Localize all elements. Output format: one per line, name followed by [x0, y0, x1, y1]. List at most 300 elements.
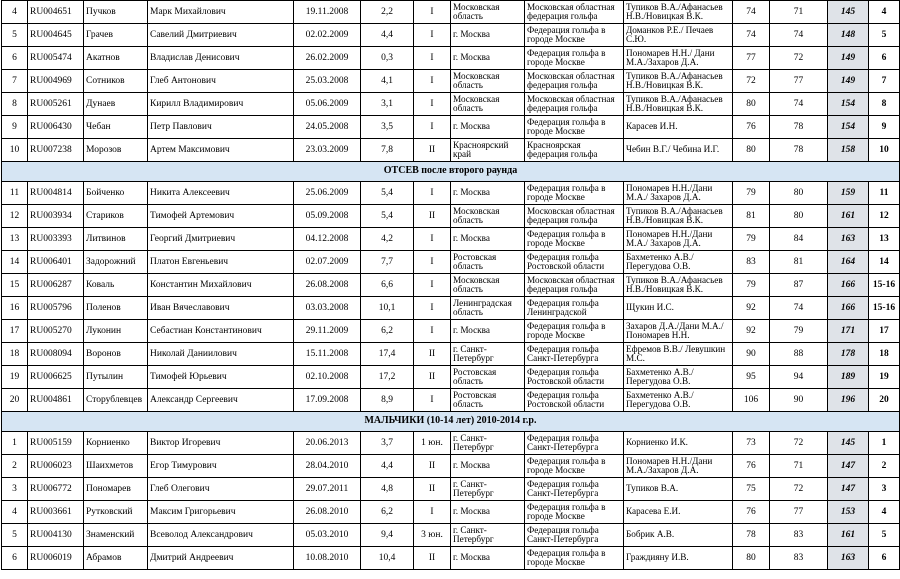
- region-cell: г. Москва: [451, 228, 525, 251]
- handicap-cell: 4,4: [361, 455, 414, 478]
- birth-date-cell: 23.03.2009: [294, 139, 361, 162]
- table-row: [2, 205, 900, 228]
- given-name-cell: Марк Михайлович: [148, 1, 294, 24]
- region-cell: Московская область: [451, 93, 525, 116]
- rank-cell: 14: [2, 251, 28, 274]
- handicap-cell: 6,2: [361, 320, 414, 343]
- place-cell: 18: [869, 343, 900, 366]
- total-cell: 149: [828, 47, 869, 70]
- category-cell: I: [414, 228, 451, 251]
- federation-cell: Федерация гольфа Ленинградской: [525, 297, 624, 320]
- category-cell: II: [414, 343, 451, 366]
- handicap-cell: 10,4: [361, 547, 414, 570]
- given-name-cell: Себастиан Константинович: [148, 320, 294, 343]
- handicap-cell: 6,2: [361, 501, 414, 524]
- place-cell: 2: [869, 455, 900, 478]
- surname-cell: Рутковский: [84, 501, 148, 524]
- round-1-cell: 73: [733, 432, 770, 455]
- handicap-cell: 2,2: [361, 1, 414, 24]
- given-name-cell: Егор Тимурович: [148, 455, 294, 478]
- round-1-cell: 75: [733, 478, 770, 501]
- handicap-cell: 8,9: [361, 389, 414, 412]
- federation-cell: Федерация гольфа в городе Москве: [525, 47, 624, 70]
- table-row: [2, 116, 900, 139]
- rank-cell: 4: [2, 1, 28, 24]
- round-1-cell: 79: [733, 274, 770, 297]
- federation-cell: Федерация гольфа в городе Москве: [525, 182, 624, 205]
- coach-cell: Тупиков В.А.: [624, 478, 733, 501]
- round-2-cell: 94: [770, 366, 828, 389]
- round-2-cell: 77: [770, 501, 828, 524]
- rank-cell: 15: [2, 274, 28, 297]
- category-cell: II: [414, 205, 451, 228]
- place-cell: 8: [869, 93, 900, 116]
- given-name-cell: Всеволод Александрович: [148, 524, 294, 547]
- total-cell: 161: [828, 205, 869, 228]
- table-row: [2, 228, 900, 251]
- rank-cell: 12: [2, 205, 28, 228]
- federation-cell: Федерация гольфа Санкт-Петербурга: [525, 432, 624, 455]
- category-cell: II: [414, 366, 451, 389]
- total-cell: 163: [828, 547, 869, 570]
- round-1-cell: 79: [733, 182, 770, 205]
- player-id-cell: RU005474: [28, 47, 84, 70]
- round-2-cell: 71: [770, 1, 828, 24]
- coach-cell: Тупиков В.А./Афанасьев Н.В./Новицкая В.К.: [624, 1, 733, 24]
- surname-cell: Бойченко: [84, 182, 148, 205]
- handicap-cell: 10,1: [361, 297, 414, 320]
- player-id-cell: RU004969: [28, 70, 84, 93]
- given-name-cell: Александр Сергеевич: [148, 389, 294, 412]
- surname-cell: Коваль: [84, 274, 148, 297]
- handicap-cell: 3,7: [361, 432, 414, 455]
- total-cell: 158: [828, 139, 869, 162]
- total-cell: 147: [828, 455, 869, 478]
- rank-cell: 7: [2, 70, 28, 93]
- category-cell: I: [414, 297, 451, 320]
- round-1-cell: 76: [733, 501, 770, 524]
- coach-cell: Тупиков В.А./Афанасьев Н.В./Новицкая В.К.: [624, 70, 733, 93]
- player-id-cell: RU003934: [28, 205, 84, 228]
- category-cell: I: [414, 116, 451, 139]
- region-cell: Московская область: [451, 274, 525, 297]
- surname-cell: Литвинов: [84, 228, 148, 251]
- coach-cell: Пономарев Н.Н./Дани М.А./ Захаров Д.А.: [624, 228, 733, 251]
- handicap-cell: 4,2: [361, 228, 414, 251]
- handicap-cell: 3,1: [361, 93, 414, 116]
- place-cell: 19: [869, 366, 900, 389]
- round-1-cell: 80: [733, 93, 770, 116]
- category-cell: I: [414, 47, 451, 70]
- rank-cell: 11: [2, 182, 28, 205]
- table-row: [2, 24, 900, 47]
- handicap-cell: 4,1: [361, 70, 414, 93]
- place-cell: 6: [869, 547, 900, 570]
- surname-cell: Пономарев: [84, 478, 148, 501]
- category-cell: I: [414, 320, 451, 343]
- category-cell: I: [414, 70, 451, 93]
- region-cell: г. Санкт-Петербург: [451, 343, 525, 366]
- total-cell: 164: [828, 251, 869, 274]
- coach-cell: Тупиков В.А./Афанасьев Н.В./Новицкая В.К.: [624, 205, 733, 228]
- player-id-cell: RU004645: [28, 24, 84, 47]
- region-cell: Московская область: [451, 205, 525, 228]
- region-cell: г. Санкт-Петербург: [451, 524, 525, 547]
- coach-cell: Корниенко И.К.: [624, 432, 733, 455]
- handicap-cell: 17,2: [361, 366, 414, 389]
- section-header: [2, 412, 900, 432]
- table-row: [2, 389, 900, 412]
- player-id-cell: RU004651: [28, 1, 84, 24]
- coach-cell: Пономарев Н.Н./Дани М.А./ Захаров Д.А.: [624, 182, 733, 205]
- category-cell: I: [414, 251, 451, 274]
- table-row: [2, 320, 900, 343]
- coach-cell: Бобрик А.В.: [624, 524, 733, 547]
- region-cell: г. Москва: [451, 24, 525, 47]
- results-body: [2, 1, 900, 570]
- federation-cell: Московская областная федерация гольфа: [525, 274, 624, 297]
- table-row: [2, 455, 900, 478]
- rank-cell: 3: [2, 478, 28, 501]
- given-name-cell: Петр Павлович: [148, 116, 294, 139]
- region-cell: г. Москва: [451, 116, 525, 139]
- round-2-cell: 72: [770, 47, 828, 70]
- region-cell: Красноярский край: [451, 139, 525, 162]
- handicap-cell: 17,4: [361, 343, 414, 366]
- birth-date-cell: 28.04.2010: [294, 455, 361, 478]
- table-row: [2, 297, 900, 320]
- federation-cell: Федерация гольфа в городе Москве: [525, 24, 624, 47]
- rank-cell: 5: [2, 24, 28, 47]
- rank-cell: 9: [2, 116, 28, 139]
- federation-cell: Федерация гольфа в городе Москве: [525, 501, 624, 524]
- round-1-cell: 81: [733, 205, 770, 228]
- region-cell: Ростовская область: [451, 366, 525, 389]
- total-cell: 145: [828, 1, 869, 24]
- table-row: [2, 47, 900, 70]
- coach-cell: Доманков Р.Е./ Печаев С.Ю.: [624, 24, 733, 47]
- given-name-cell: Константин Михайлович: [148, 274, 294, 297]
- player-id-cell: RU006430: [28, 116, 84, 139]
- round-2-cell: 71: [770, 455, 828, 478]
- place-cell: 11: [869, 182, 900, 205]
- region-cell: г. Москва: [451, 320, 525, 343]
- federation-cell: Федерация гольфа в городе Москве: [525, 116, 624, 139]
- category-cell: I: [414, 389, 451, 412]
- player-id-cell: RU006772: [28, 478, 84, 501]
- round-2-cell: 74: [770, 297, 828, 320]
- player-id-cell: RU004814: [28, 182, 84, 205]
- coach-cell: Ефремов В.В./ Левушкин М.С.: [624, 343, 733, 366]
- birth-date-cell: 19.11.2008: [294, 1, 361, 24]
- birth-date-cell: 20.06.2013: [294, 432, 361, 455]
- surname-cell: Луконин: [84, 320, 148, 343]
- table-row: [2, 70, 900, 93]
- surname-cell: Стариков: [84, 205, 148, 228]
- player-id-cell: RU004861: [28, 389, 84, 412]
- table-row: [2, 93, 900, 116]
- birth-date-cell: 03.03.2008: [294, 297, 361, 320]
- region-cell: г. Москва: [451, 501, 525, 524]
- federation-cell: Федерация гольфа в городе Москве: [525, 228, 624, 251]
- coach-cell: Бахметенко А.В./ Перегудова О.В.: [624, 366, 733, 389]
- player-id-cell: RU003393: [28, 228, 84, 251]
- category-cell: II: [414, 139, 451, 162]
- handicap-cell: 0,3: [361, 47, 414, 70]
- round-1-cell: 92: [733, 320, 770, 343]
- round-1-cell: 92: [733, 297, 770, 320]
- surname-cell: Путылин: [84, 366, 148, 389]
- total-cell: 166: [828, 297, 869, 320]
- given-name-cell: Глеб Олегович: [148, 478, 294, 501]
- player-id-cell: RU006625: [28, 366, 84, 389]
- table-row: [2, 432, 900, 455]
- category-cell: I: [414, 274, 451, 297]
- total-cell: 148: [828, 24, 869, 47]
- round-1-cell: 83: [733, 251, 770, 274]
- birth-date-cell: 05.06.2009: [294, 93, 361, 116]
- handicap-cell: 6,6: [361, 274, 414, 297]
- surname-cell: Задорожний: [84, 251, 148, 274]
- table-row: [2, 251, 900, 274]
- federation-cell: Федерация гольфа в городе Москве: [525, 547, 624, 570]
- round-2-cell: 74: [770, 24, 828, 47]
- total-cell: 178: [828, 343, 869, 366]
- rank-cell: 1: [2, 432, 28, 455]
- player-id-cell: RU005159: [28, 432, 84, 455]
- handicap-cell: 4,4: [361, 24, 414, 47]
- total-cell: 171: [828, 320, 869, 343]
- rank-cell: 16: [2, 297, 28, 320]
- birth-date-cell: 17.09.2008: [294, 389, 361, 412]
- round-1-cell: 76: [733, 455, 770, 478]
- place-cell: 10: [869, 139, 900, 162]
- given-name-cell: Кирилл Владимирович: [148, 93, 294, 116]
- given-name-cell: Тимофей Артемович: [148, 205, 294, 228]
- category-cell: I: [414, 24, 451, 47]
- surname-cell: Сторублевцев: [84, 389, 148, 412]
- table-row: [2, 366, 900, 389]
- handicap-cell: 5,4: [361, 205, 414, 228]
- given-name-cell: Савелий Дмитриевич: [148, 24, 294, 47]
- surname-cell: Грачев: [84, 24, 148, 47]
- player-id-cell: RU006287: [28, 274, 84, 297]
- coach-cell: Карасев И.Н.: [624, 116, 733, 139]
- federation-cell: Федерация гольфа Санкт-Петербурга: [525, 478, 624, 501]
- place-cell: 4: [869, 1, 900, 24]
- region-cell: г. Москва: [451, 182, 525, 205]
- category-cell: I: [414, 93, 451, 116]
- surname-cell: Чебан: [84, 116, 148, 139]
- region-cell: г. Москва: [451, 47, 525, 70]
- player-id-cell: RU005270: [28, 320, 84, 343]
- player-id-cell: RU006023: [28, 455, 84, 478]
- rank-cell: 19: [2, 366, 28, 389]
- player-id-cell: RU003661: [28, 501, 84, 524]
- total-cell: 196: [828, 389, 869, 412]
- region-cell: Ростовская область: [451, 389, 525, 412]
- place-cell: 7: [869, 70, 900, 93]
- coach-cell: Карасева Е.И.: [624, 501, 733, 524]
- federation-cell: Федерация гольфа в городе Москве: [525, 455, 624, 478]
- surname-cell: Абрамов: [84, 547, 148, 570]
- player-id-cell: RU007238: [28, 139, 84, 162]
- handicap-cell: 9,4: [361, 524, 414, 547]
- surname-cell: Пучков: [84, 1, 148, 24]
- category-cell: 1 юн.: [414, 432, 451, 455]
- federation-cell: Федерация гольфа Ростовской области: [525, 366, 624, 389]
- coach-cell: Щукин И.С.: [624, 297, 733, 320]
- player-id-cell: RU005796: [28, 297, 84, 320]
- birth-date-cell: 05.03.2010: [294, 524, 361, 547]
- birth-date-cell: 26.02.2009: [294, 47, 361, 70]
- handicap-cell: 4,8: [361, 478, 414, 501]
- rank-cell: 5: [2, 524, 28, 547]
- birth-date-cell: 26.08.2008: [294, 274, 361, 297]
- birth-date-cell: 25.06.2009: [294, 182, 361, 205]
- rank-cell: 6: [2, 547, 28, 570]
- place-cell: 20: [869, 389, 900, 412]
- coach-cell: Граждияну И.В.: [624, 547, 733, 570]
- federation-cell: Федерация гольфа в городе Москве: [525, 320, 624, 343]
- birth-date-cell: 26.08.2010: [294, 501, 361, 524]
- coach-cell: Бахметенко А.В./ Перегудова О.В.: [624, 251, 733, 274]
- place-cell: 15-16: [869, 297, 900, 320]
- handicap-cell: 5,4: [361, 182, 414, 205]
- given-name-cell: Виктор Игоревич: [148, 432, 294, 455]
- round-1-cell: 74: [733, 1, 770, 24]
- surname-cell: Поленов: [84, 297, 148, 320]
- round-2-cell: 78: [770, 116, 828, 139]
- table-row: [2, 343, 900, 366]
- round-2-cell: 83: [770, 524, 828, 547]
- player-id-cell: RU005261: [28, 93, 84, 116]
- category-cell: II: [414, 547, 451, 570]
- coach-cell: Пономарев Н.Н./ Дани М.А./Захаров Д.А.: [624, 47, 733, 70]
- surname-cell: Шаихметов: [84, 455, 148, 478]
- federation-cell: Московская областная федерация гольфа: [525, 70, 624, 93]
- region-cell: г. Санкт-Петербург: [451, 478, 525, 501]
- federation-cell: Московская областная федерация гольфа: [525, 205, 624, 228]
- round-1-cell: 80: [733, 139, 770, 162]
- table-row: [2, 478, 900, 501]
- place-cell: 13: [869, 228, 900, 251]
- rank-cell: 10: [2, 139, 28, 162]
- coach-cell: Бахметенко А.В./ Перегудова О.В.: [624, 389, 733, 412]
- place-cell: 6: [869, 47, 900, 70]
- handicap-cell: 3,5: [361, 116, 414, 139]
- player-id-cell: RU006019: [28, 547, 84, 570]
- round-1-cell: 106: [733, 389, 770, 412]
- total-cell: 163: [828, 228, 869, 251]
- round-1-cell: 77: [733, 47, 770, 70]
- total-cell: 189: [828, 366, 869, 389]
- given-name-cell: Владислав Денисович: [148, 47, 294, 70]
- given-name-cell: Платон Евгеньевич: [148, 251, 294, 274]
- round-1-cell: 74: [733, 24, 770, 47]
- place-cell: 4: [869, 501, 900, 524]
- round-2-cell: 79: [770, 320, 828, 343]
- rank-cell: 20: [2, 389, 28, 412]
- federation-cell: Федерация гольфа Ростовской области: [525, 389, 624, 412]
- surname-cell: Знаменский: [84, 524, 148, 547]
- federation-cell: Федерация гольфа Санкт-Петербурга: [525, 343, 624, 366]
- federation-cell: Московская областная федерация гольфа: [525, 93, 624, 116]
- round-1-cell: 72: [733, 70, 770, 93]
- total-cell: 153: [828, 501, 869, 524]
- given-name-cell: Никита Алексеевич: [148, 182, 294, 205]
- birth-date-cell: 29.07.2011: [294, 478, 361, 501]
- surname-cell: Дунаев: [84, 93, 148, 116]
- surname-cell: Акатнов: [84, 47, 148, 70]
- birth-date-cell: 02.02.2009: [294, 24, 361, 47]
- round-2-cell: 80: [770, 182, 828, 205]
- round-2-cell: 84: [770, 228, 828, 251]
- birth-date-cell: 05.09.2008: [294, 205, 361, 228]
- category-cell: I: [414, 182, 451, 205]
- place-cell: 3: [869, 478, 900, 501]
- federation-cell: Федерация гольфа Санкт-Петербурга: [525, 524, 624, 547]
- coach-cell: Захаров Д.А./Дани М.А./Пономарев Н.Н.: [624, 320, 733, 343]
- round-1-cell: 80: [733, 547, 770, 570]
- given-name-cell: Иван Вячеславович: [148, 297, 294, 320]
- section-title: ОТСЕВ после второго раунда: [2, 162, 900, 182]
- given-name-cell: Тимофей Юрьевич: [148, 366, 294, 389]
- round-1-cell: 95: [733, 366, 770, 389]
- given-name-cell: Глеб Антонович: [148, 70, 294, 93]
- round-2-cell: 74: [770, 93, 828, 116]
- round-1-cell: 79: [733, 228, 770, 251]
- round-2-cell: 80: [770, 205, 828, 228]
- place-cell: 5: [869, 524, 900, 547]
- region-cell: г. Москва: [451, 455, 525, 478]
- round-2-cell: 87: [770, 274, 828, 297]
- rank-cell: 6: [2, 47, 28, 70]
- round-2-cell: 72: [770, 478, 828, 501]
- total-cell: 154: [828, 116, 869, 139]
- place-cell: 1: [869, 432, 900, 455]
- category-cell: I: [414, 501, 451, 524]
- round-2-cell: 90: [770, 389, 828, 412]
- birth-date-cell: 04.12.2008: [294, 228, 361, 251]
- round-2-cell: 77: [770, 70, 828, 93]
- birth-date-cell: 25.03.2008: [294, 70, 361, 93]
- rank-cell: 4: [2, 501, 28, 524]
- table-row: [2, 524, 900, 547]
- category-cell: I: [414, 1, 451, 24]
- rank-cell: 18: [2, 343, 28, 366]
- federation-cell: Красноярская федерация гольфа: [525, 139, 624, 162]
- rank-cell: 13: [2, 228, 28, 251]
- surname-cell: Сотников: [84, 70, 148, 93]
- handicap-cell: 7,7: [361, 251, 414, 274]
- region-cell: Московская область: [451, 1, 525, 24]
- table-row: [2, 139, 900, 162]
- given-name-cell: Максим Григорьевич: [148, 501, 294, 524]
- rank-cell: 8: [2, 93, 28, 116]
- total-cell: 166: [828, 274, 869, 297]
- round-2-cell: 72: [770, 432, 828, 455]
- table-row: [2, 274, 900, 297]
- birth-date-cell: 10.08.2010: [294, 547, 361, 570]
- handicap-cell: 7,8: [361, 139, 414, 162]
- given-name-cell: Артем Максимович: [148, 139, 294, 162]
- federation-cell: Московская областная федерация гольфа: [525, 1, 624, 24]
- region-cell: Ростовская область: [451, 251, 525, 274]
- birth-date-cell: 24.05.2008: [294, 116, 361, 139]
- section-header: [2, 162, 900, 182]
- rank-cell: 2: [2, 455, 28, 478]
